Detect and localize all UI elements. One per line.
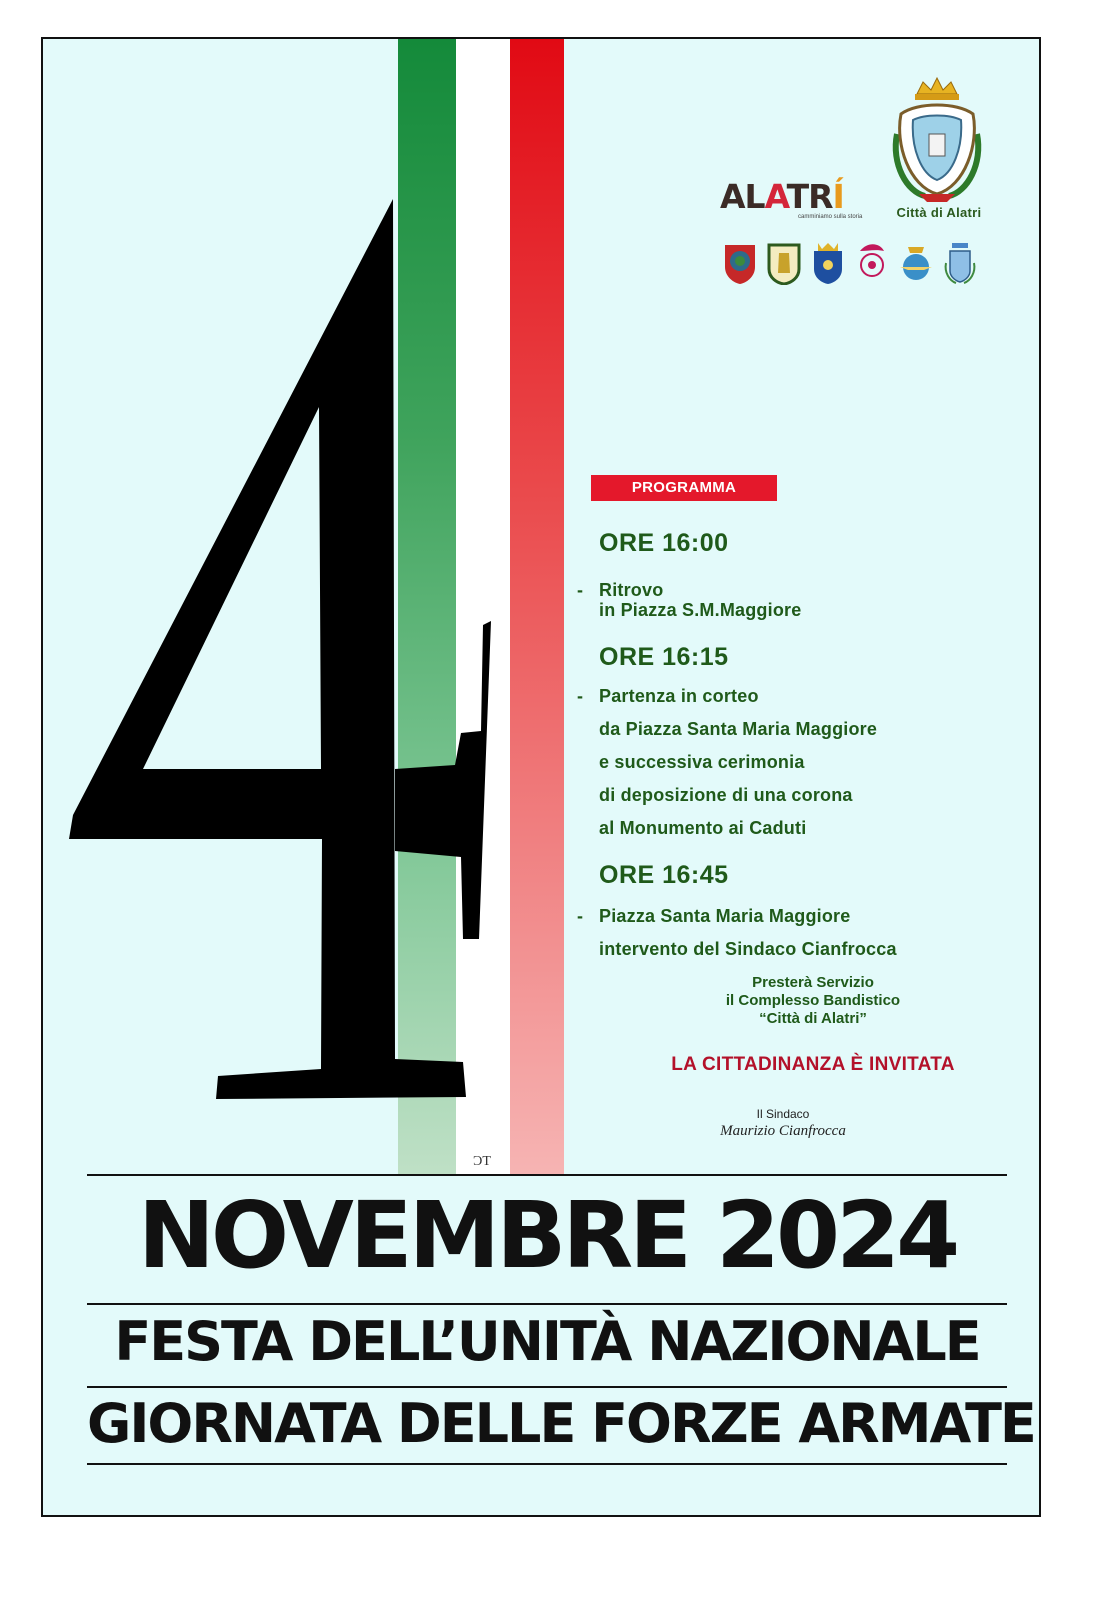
association-badges — [722, 241, 978, 285]
big-numeral-four — [43, 39, 523, 1159]
shield-crest-icon — [766, 241, 802, 285]
esercito-crest-icon — [722, 241, 758, 285]
city-crest-icon — [810, 241, 846, 285]
city-label: Città di Alatri — [896, 205, 982, 220]
event-time-3: ORE 16:45 — [599, 861, 729, 889]
headline-giornata: GIORNATA DELLE FORZE ARMATE — [87, 1392, 1035, 1455]
anppe-crest-icon — [942, 241, 978, 285]
event-time-2: ORE 16:15 — [599, 643, 729, 671]
headline-date: NOVEMBRE 2024 — [137, 1182, 957, 1289]
event-time-1: ORE 16:00 — [599, 529, 729, 557]
divider-top — [87, 1174, 1007, 1176]
divider-bottom — [87, 1463, 1007, 1465]
designer-monogram: ƆT — [473, 1154, 491, 1169]
city-crest-icon — [887, 74, 987, 204]
aeronautica-crest-icon — [898, 241, 934, 285]
alatri-logo-tagline: camminiamo sulla storia — [798, 214, 863, 220]
divider-lower — [87, 1386, 1007, 1388]
divider-middle — [87, 1303, 1007, 1305]
bersaglieri-crest-icon — [854, 241, 890, 285]
band-service-note: Presterà Servizio il Complesso Bandistico “Città di Alatri” — [725, 974, 901, 1027]
poster: ALATRÍ camminiamo sulla storia Città di Alatri PROGRAMMA ORE 16:00 - Ritrovo in Piazza S.M.Maggiore ORE 16:15 - Partenza in corteo da Piazza Santa Maria Maggiore e successiva cerimonia di deposizione di una corona al Monumento ai Caduti ORE 16:45 - Piazza Santa Maria Maggiore intervento del Sindaco Cianfrocca Presterà Servizio il Complesso Bandistico “Città di Alatri” LA CITTADINANZA È INVITATA Il Sindaco Maurizio Cianfrocca ƆT NOVEMBRE 2024 FESTA DELL’UNITÀ NAZIONALE GIORNATA DELLE FORZE ARMATE — [41, 37, 1041, 1517]
programma-tag: PROGRAMMA — [591, 475, 777, 501]
alatri-logo: ALATRÍ camminiamo sulla storia — [720, 177, 863, 220]
invitation-text: LA CITTADINANZA È INVITATA — [671, 1054, 955, 1075]
headline-festa: FESTA DELL’UNITÀ NAZIONALE — [114, 1310, 980, 1373]
mayor-title: Il Sindaco — [756, 1107, 810, 1121]
mayor-signature: Maurizio Cianfrocca — [720, 1123, 846, 1139]
